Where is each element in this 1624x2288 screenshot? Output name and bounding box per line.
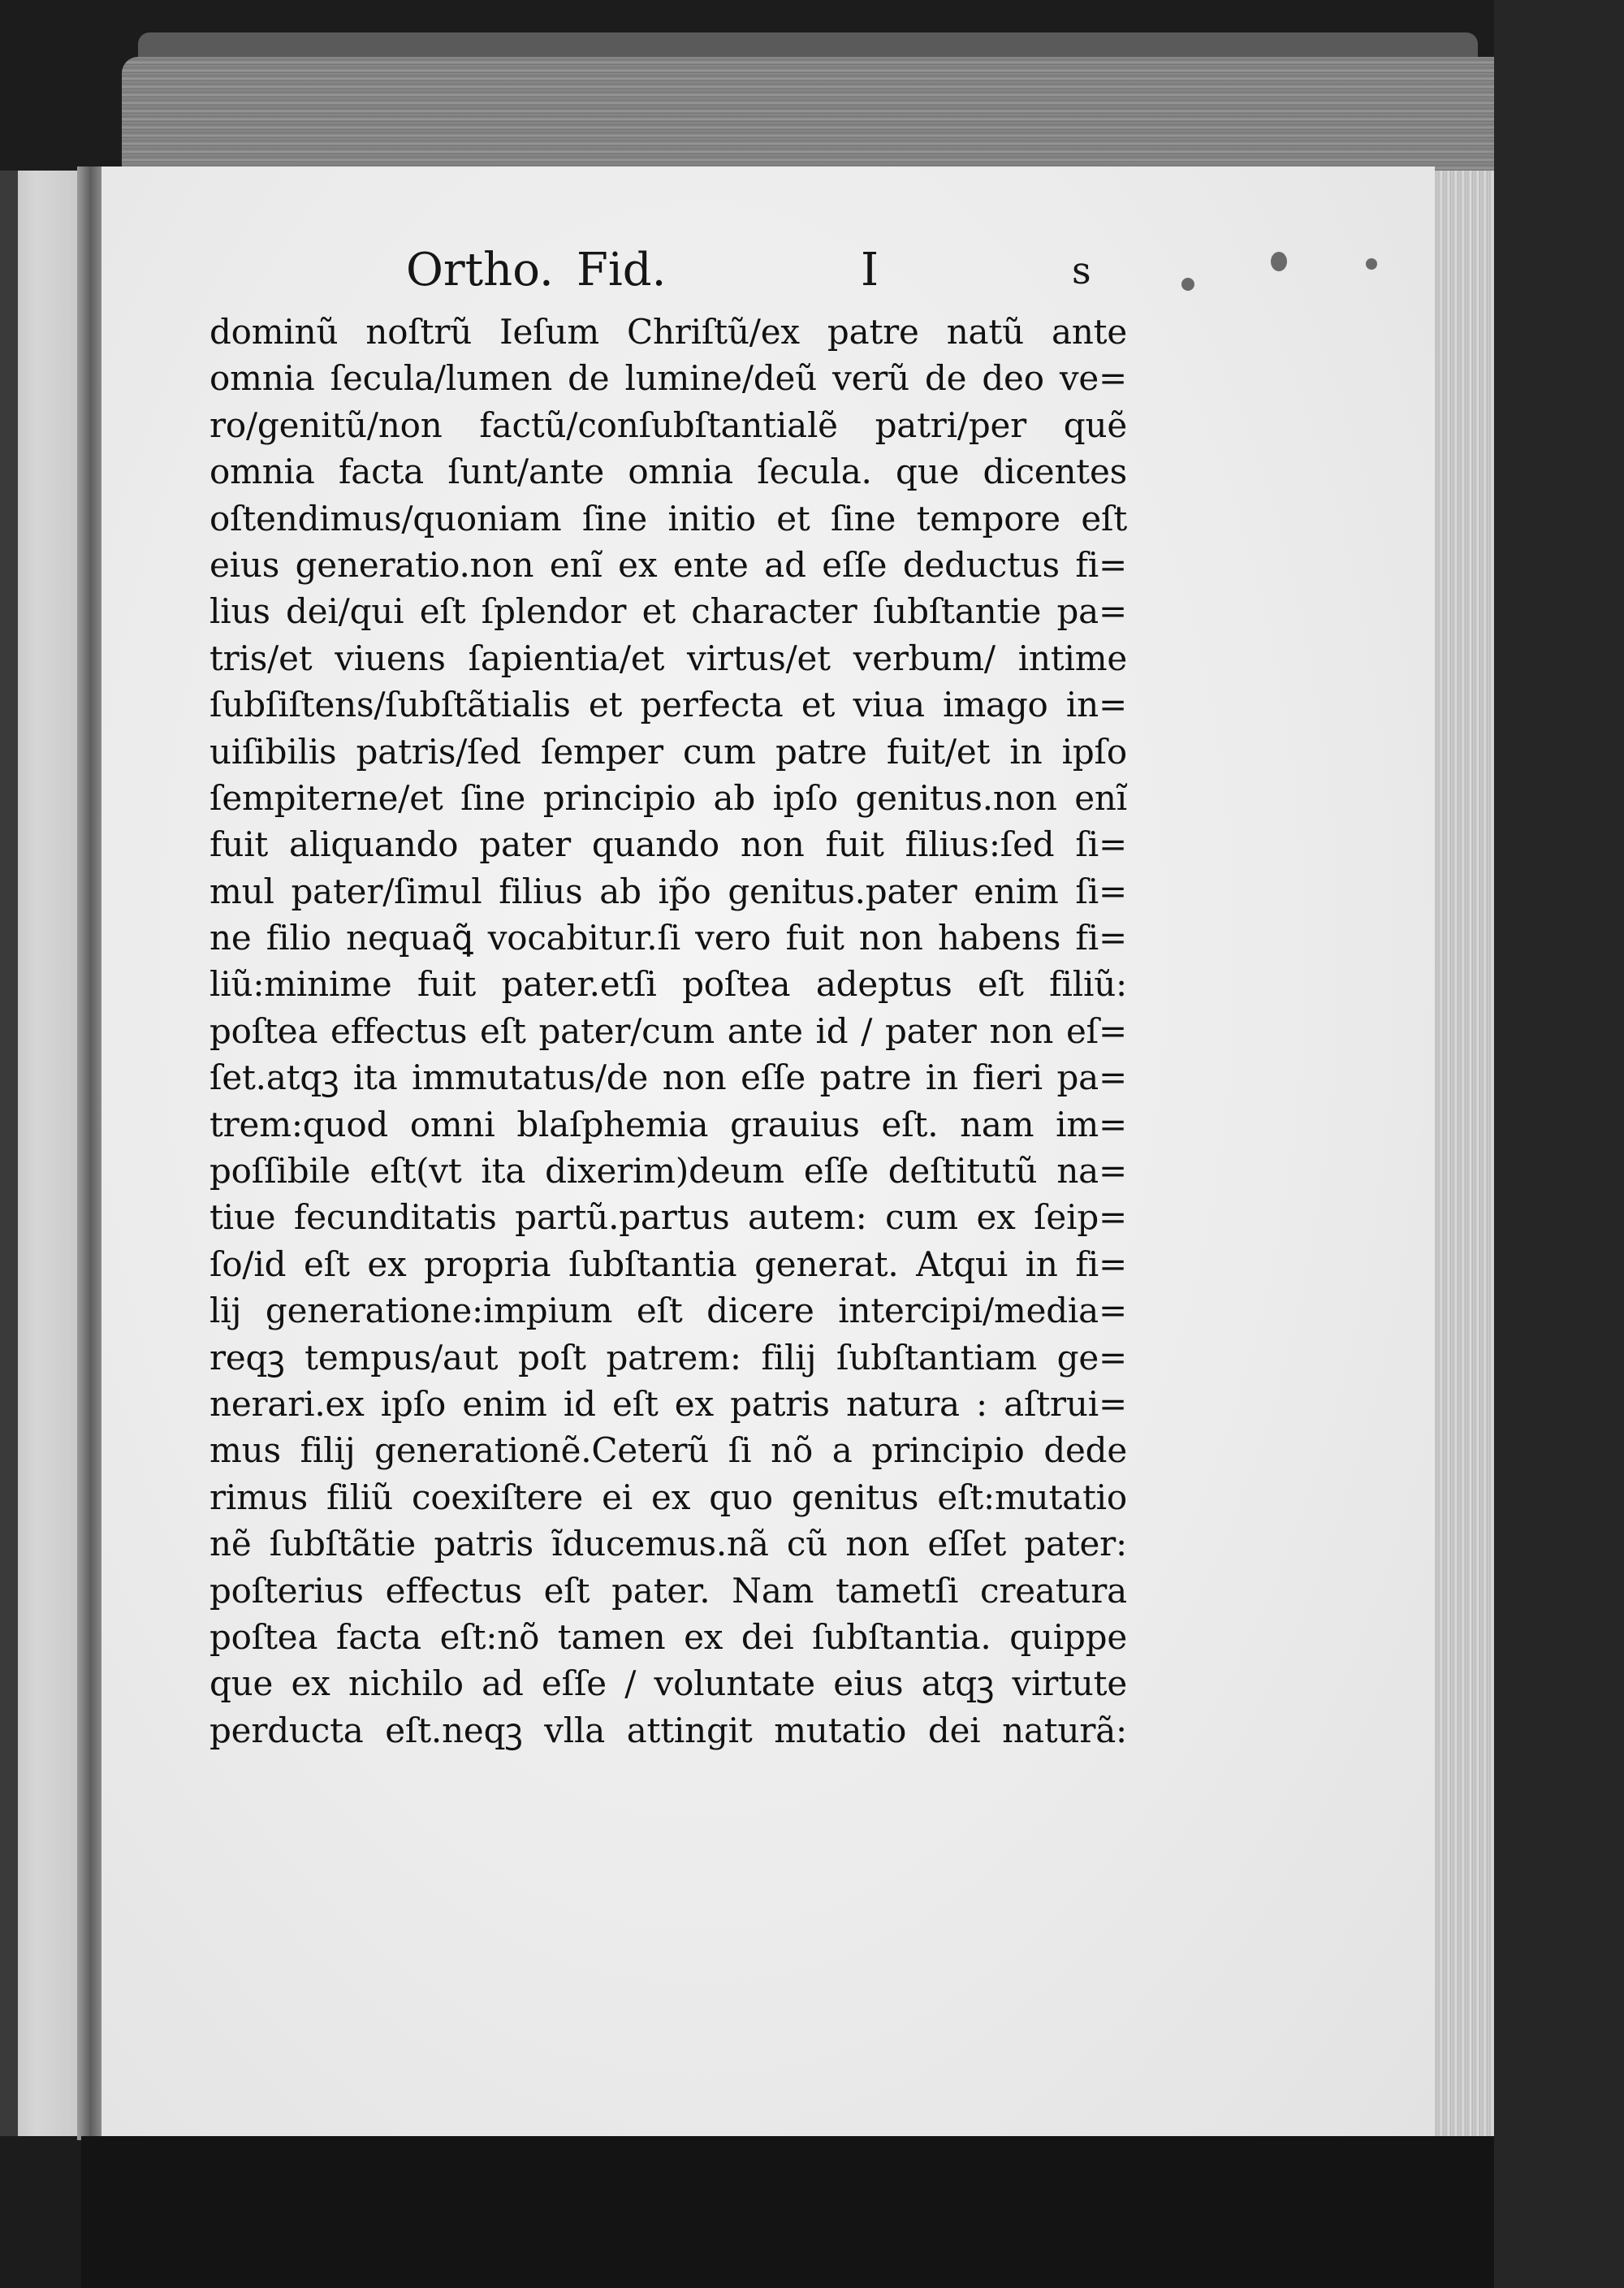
text-line: omnia ſecula/lumen de lumine/deũ verũ de deo ve=	[209, 358, 1127, 399]
text-line: omnia facta ſunt/ante omnia ſecula. que dicentes	[209, 452, 1127, 492]
book-gutter	[77, 167, 102, 2140]
text-line: uiſibilis patris/ſed ſemper cum patre fuit/et in ipſo	[209, 731, 1127, 772]
text-line: perducta eſt.neqꝫ vlla attingit mutatio dei naturã:	[209, 1710, 1127, 1750]
text-line: nẽ ſubſtãtie patris ĩducemus.nã cũ non eſſet pater:	[209, 1524, 1127, 1564]
body-text	[209, 309, 1127, 1754]
running-title-right: Fid.	[577, 244, 667, 296]
text-line: reqꝫ tempus/aut poſt patrem: filij ſubſtantiam ge=	[209, 1337, 1127, 1378]
folio-signature: s	[1072, 249, 1091, 292]
text-line: ne filio nequaꝗ̃ vocabitur.ſi vero fuit non habens fi=	[209, 918, 1127, 958]
text-line: poſtea facta eſt:nõ tamen ex dei ſubſtantia. quippe	[209, 1616, 1127, 1657]
text-line: ſet.atqꝫ ita immutatus/de non eſſe patre in fieri pa=	[209, 1057, 1127, 1098]
text-line: trem:quod omni blaſphemia grauius eſt. nam im=	[209, 1104, 1127, 1144]
book-top-edge	[122, 57, 1494, 179]
text-line: mul pater/ſimul filius ab ip̃o genitus.pater enim ſi=	[209, 871, 1127, 911]
background-cloth	[1494, 0, 1624, 2288]
text-line: eius generatio.non enĩ ex ente ad eſſe deductus fi=	[209, 544, 1127, 585]
text-line: fuit aliquando pater quando non fuit filius:ſed ſi=	[209, 824, 1127, 865]
running-header	[406, 244, 1121, 309]
text-line: ſo/id eſt ex propria ſubſtantia generat. Atqui in fi=	[209, 1243, 1127, 1284]
text-line: lius dei/qui eſt ſplendor et character ſubſtantie pa=	[209, 591, 1127, 632]
bottom-shadow	[81, 2136, 1494, 2288]
text-line: ſubſiſtens/ſubſtãtialis et perfecta et viua imago in=	[209, 685, 1127, 725]
text-line: que ex nichilo ad eſſe / voluntate eius atqꝫ virtute	[209, 1663, 1127, 1704]
text-line: ſempiterne/et ſine principio ab ipſo genitus.non enĩ	[209, 777, 1127, 818]
text-line: dominũ noſtrũ Ieſum Chriſtũ/ex patre natũ ante	[209, 312, 1127, 352]
text-line: ro/genitũ/non factũ/conſubſtantialẽ patri/per quẽ	[209, 404, 1127, 445]
text-line: liũ:minime fuit pater.etſi poſtea adeptus eſt filiũ:	[209, 964, 1127, 1005]
running-title-left: Ortho.	[406, 244, 554, 296]
page-stack-edge	[1429, 171, 1494, 2136]
text-line: mus filij generationẽ.Ceterũ ſi nõ a principio dede	[209, 1430, 1127, 1471]
facing-page-shadow	[0, 171, 18, 2136]
text-line: poſtea effectus eſt pater/cum ante id / pater non eſ=	[209, 1010, 1127, 1051]
text-line: lij generatione:impium eſt dicere intercipi/media=	[209, 1291, 1127, 1331]
text-line: rimus filiũ coexiſtere ei ex quo genitus eſt:mutatio	[209, 1477, 1127, 1517]
ink-spot	[1181, 278, 1194, 291]
text-line: poſterius effectus eſt pater. Nam tametſi creatura	[209, 1570, 1127, 1611]
text-line: oſtendimus/quoniam ſine initio et ſine tempore eſt	[209, 498, 1127, 538]
book-numeral: I	[861, 244, 879, 296]
text-line: tiue fecunditatis partũ.partus autem: cum ex ſeip=	[209, 1197, 1127, 1238]
ink-spot	[1271, 252, 1287, 271]
text-line: tris/et viue‍ns ſapientia/et virtus/et verbum/ intime	[209, 638, 1127, 678]
ink-spot	[1366, 258, 1377, 270]
text-line: nerari.ex ipſo enim id eſt ex patris natura : aſtrui=	[209, 1383, 1127, 1424]
text-line: poſſibile eſt(vt ita dixerim)deum eſſe deſtitutũ na=	[209, 1151, 1127, 1192]
